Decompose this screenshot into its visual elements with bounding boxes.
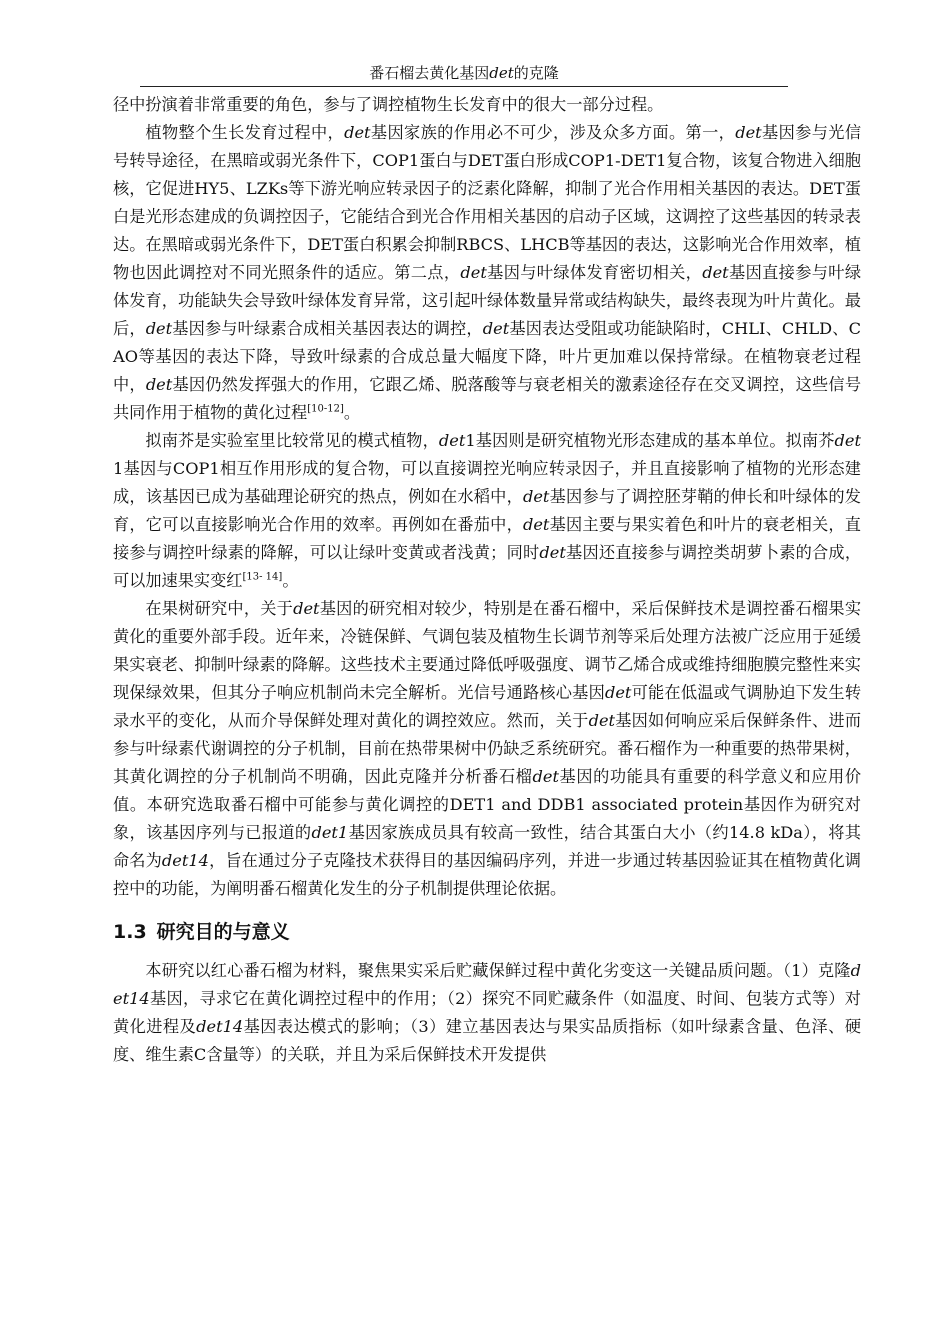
- paragraph-continued: [113, 91, 861, 119]
- text-run: 植物整个生长发育过程中，: [145, 123, 345, 142]
- section-number: 1.3: [113, 921, 147, 943]
- text-run: 。: [282, 571, 299, 590]
- text-run: 基因家族成员具有较高一致性，结合其蛋白大小（约14.8 kDa），将其命名为: [113, 823, 861, 870]
- text-run: 基因参与光信号转导途径，在黑暗或弱光条件下，COP1蛋白与DET蛋白形成COP1-DET1复合物，该复合物进入细胞核，它促进HY5、LZKs等下游光响应转录因子的泛素化降解，抑制了光合作用相关基因的表达。DET蛋白是光形态建成的负调控因子，它能结合到光合作用相关基因的启动子区域，这调控了这些基因的转录表达。在黑暗或弱光条件下，DET蛋白积累会抑制RBCS、LHCB等基因的表达，这影响光合作用效率，植物也因此调控对不同光照条件的适应。第二点，: [113, 123, 862, 282]
- gene-name: det: [539, 543, 566, 562]
- paragraph-det-functions: [113, 119, 861, 427]
- text-run: 在果树研究中，关于: [145, 599, 294, 618]
- gene-name: det: [604, 683, 632, 702]
- gene-name: det: [482, 319, 510, 338]
- text-run: ，旨在通过分子克隆技术获得目的基因编码序列，并进一步通过转基因验证其在植物黄化调控中的功能，为阐明番石榴黄化发生的分子机制提供理论依据。: [113, 851, 861, 898]
- text-run: 基因参与了调控胚芽鞘的伸长和叶绿体的发育，它可以直接影响光合作用的效率。再例如在番茄中，: [113, 487, 861, 534]
- text-run: 基因仍然发挥强大的作用，它跟乙烯、脱落酸等与衰老相关的激素途径存在交叉调控，这些信号共同作用于植物的黄化过程: [113, 375, 862, 422]
- text-run: 1基因则是研究植物光形态建成的基本单位。拟南芥: [465, 431, 835, 450]
- text-run: 基因与叶绿体发育密切相关，: [486, 263, 703, 282]
- gene-name: det: [588, 711, 616, 730]
- gene-name: det: [145, 375, 173, 394]
- header-text-suffix: 的克隆: [513, 64, 559, 82]
- text-run: 基因的研究相对较少，特别是在番石榴中，采后保鲜技术是调控番石榴果实黄化的重要外部手段。近年来，冷链保鲜、气调包装及植物生长调节剂等采后处理方法被广泛应用于延缓果实衰老、抑制叶绿素的降解。这些技术主要通过降低呼吸强度、调节乙烯合成或维持细胞膜完整性来实现保绿效果，但其分子响应机制尚未完全解析。光信号通路核心基因: [113, 599, 862, 702]
- header-gene-name: det: [489, 64, 514, 82]
- text-run: 径中扮演着非常重要的角色，参与了调控植物生长发育中的很大一部分过程。: [113, 95, 664, 114]
- gene-name: det: [460, 263, 487, 282]
- text-run: 。: [343, 403, 361, 422]
- text-run: 基因家族的作用必不可少，涉及众多方面。第一，: [370, 123, 736, 142]
- text-run: 基因主要与果实着色和叶片的衰老相关，直接参与调控叶绿素的降解，可以让绿叶变黄或者浅黄；同时: [113, 515, 861, 562]
- gene-name: det14: [196, 1017, 244, 1036]
- gene-name: det: [532, 767, 559, 786]
- text-run: 基因参与叶绿素合成相关基因表达的调控，: [172, 319, 483, 338]
- gene-name: det1: [311, 823, 349, 842]
- paragraph-objectives: [113, 957, 861, 1069]
- gene-name: det: [145, 319, 173, 338]
- gene-name: det: [735, 123, 762, 142]
- header-text-prefix: 番石榴去黄化基因: [369, 64, 490, 82]
- gene-name: det14: [113, 961, 861, 1008]
- gene-name: det: [522, 515, 550, 534]
- text-run: 本研究以红心番石榴为材料，聚焦果实采后贮藏保鲜过程中黄化劣变这一关键品质问题。（1）克隆: [145, 961, 851, 980]
- page-body: [113, 91, 861, 1069]
- text-run: 基因表达受阻或功能缺陷时，CHLI、CHLD、CAO等基因的表达下降，导致叶绿素的合成总量大幅度下降，叶片更加难以保持常绿。在植物衰老过程中，: [113, 319, 862, 394]
- section-heading: [113, 917, 861, 947]
- text-run: 基因如何响应采后保鲜条件、进而参与叶绿素代谢调控的分子机制，目前在热带果树中仍缺乏系统研究。番石榴作为一种重要的热带果树，其黄化调控的分子机制尚不明确，因此克隆并分析番石榴: [113, 711, 862, 786]
- text-run: 拟南芥是实验室里比较常见的模式植物，: [145, 431, 439, 450]
- gene-name: det: [293, 599, 320, 618]
- text-run: 基因直接参与叶绿体发育，功能缺失会导致叶绿体发育异常，这引起叶绿体数量异常或结构缺失，最终表现为叶片黄化。最后，: [113, 263, 862, 338]
- gene-name: det: [344, 123, 371, 142]
- running-header: [140, 60, 788, 87]
- text-run: 基因的功能具有重要的科学意义和应用价值。本研究选取番石榴中可能参与黄化调控的DET1 and DDB1 associated protein基因作为研究对象，该基因序列与已报道的: [113, 767, 862, 842]
- gene-name: det: [438, 431, 466, 450]
- gene-name: det14: [161, 851, 209, 870]
- text-run: 基因还直接参与调控类胡萝卜素的合成，可以加速果实变红: [113, 543, 862, 590]
- paragraph-fruit-research: [113, 595, 861, 903]
- gene-name: det: [834, 431, 861, 450]
- citation: [10-12]: [307, 403, 344, 415]
- gene-name: det: [702, 263, 729, 282]
- text-run: 1基因与COP1相互作用形成的复合物，可以直接调控光响应转录因子，并且直接影响了植物的光形态建成，该基因已成为基础理论研究的热点，例如在水稻中，: [113, 459, 861, 506]
- text-run: 基因，寻求它在黄化调控过程中的作用；（2）探究不同贮藏条件（如温度、时间、包装方式等）对黄化进程及: [113, 989, 861, 1036]
- text-run: 可能在低温或气调胁迫下发生转录水平的变化，从而介导保鲜处理对黄化的调控效应。然而，关于: [113, 683, 862, 730]
- text-run: 基因表达模式的影响；（3）建立基因表达与果实品质指标（如叶绿素含量、色泽、硬度、维生素C含量等）的关联，并且为采后保鲜技术开发提供: [113, 1017, 862, 1064]
- paragraph-arabidopsis: [113, 427, 861, 595]
- section-title: 研究目的与意义: [156, 921, 290, 943]
- citation: [13- 14]: [242, 571, 283, 583]
- gene-name: det: [522, 487, 550, 506]
